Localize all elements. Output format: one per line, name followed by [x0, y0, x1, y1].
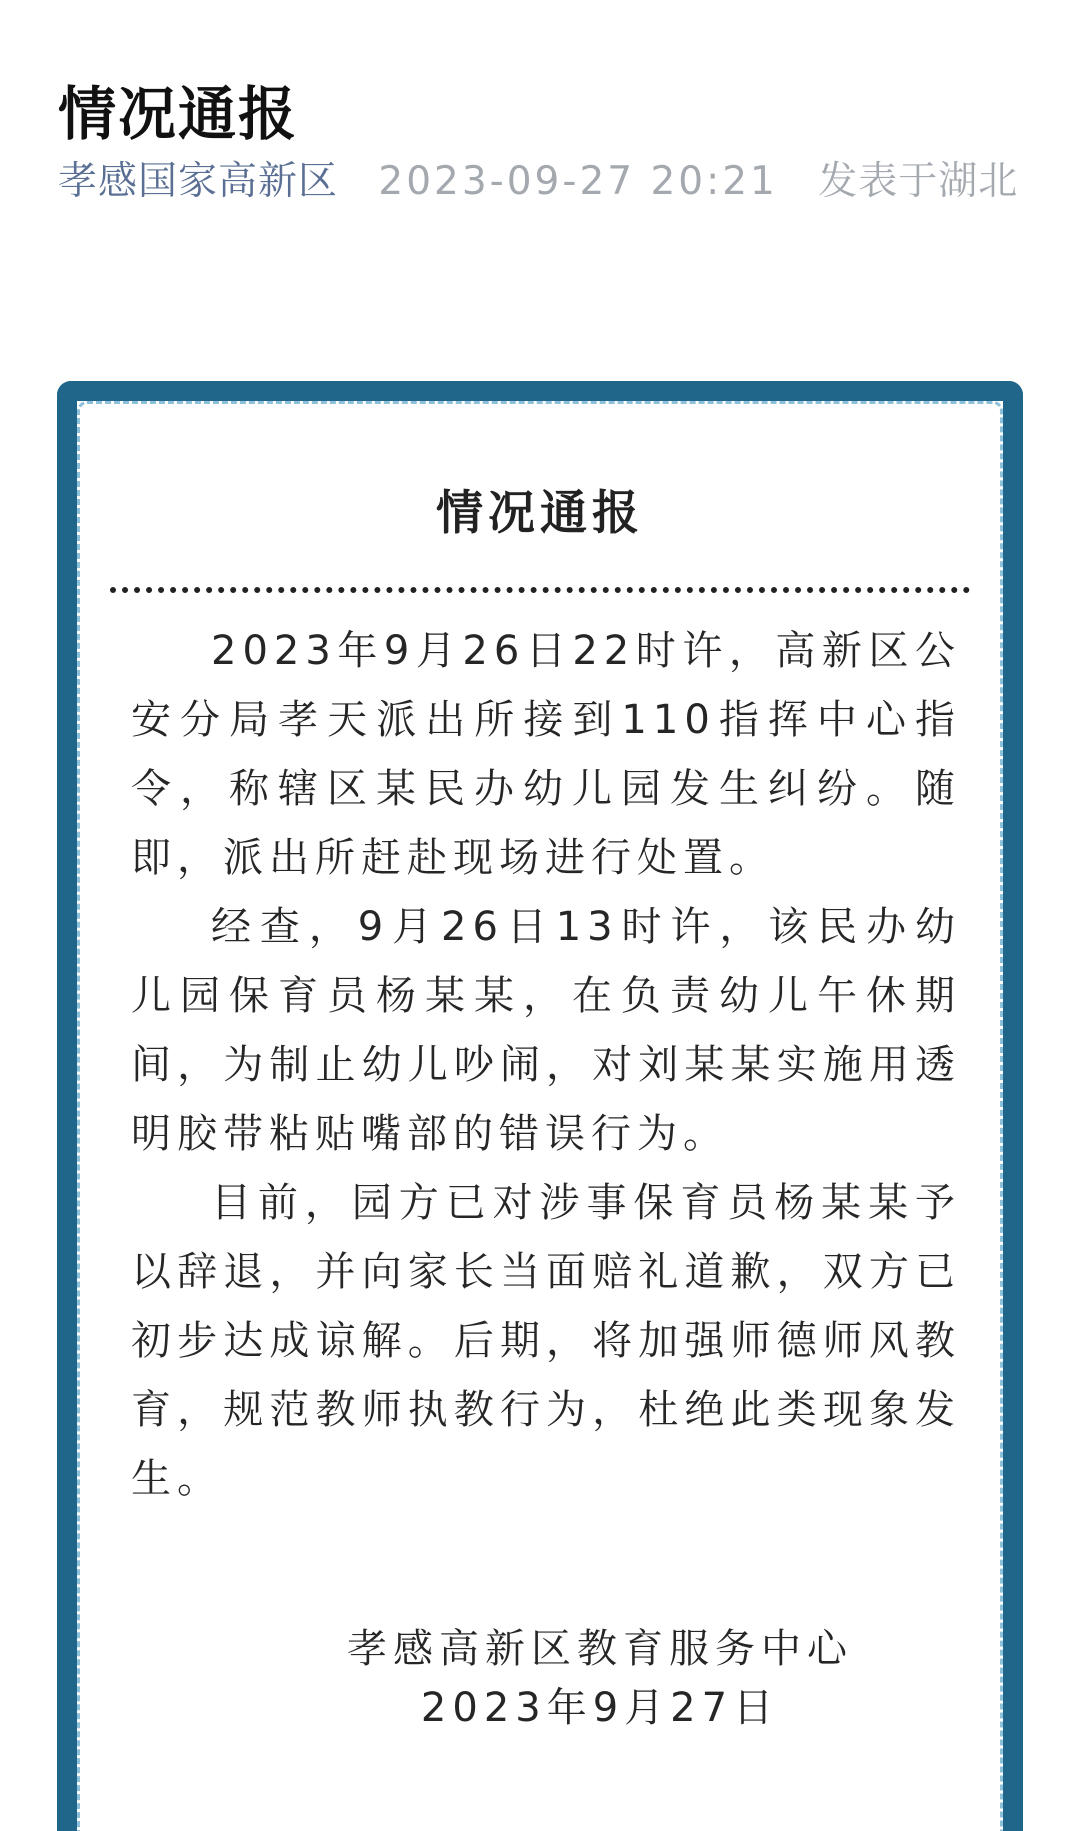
publish-location: 发表于湖北: [818, 159, 1019, 204]
signature-date: 2023年9月27日: [420, 1685, 780, 1731]
publish-datetime: 2023-09-27 20:21: [378, 159, 778, 204]
notice-body: [131, 617, 961, 1514]
notice-paragraph-1: 2023年9月26日22时许，高新区公安分局孝天派出所接到110指挥中心指令，称辖区某民办幼儿园发生纠纷。随即，派出所赶赴现场进行处置。: [131, 628, 961, 881]
article-meta: [58, 150, 1018, 206]
notice-paragraph-3: 目前，园方已对涉事保育员杨某某予以辞退，并向家长当面赔礼道歉，双方已初步达成谅解。后期，将加强师德师风教育，规范教师执教行为，杜绝此类现象发生。: [131, 1180, 961, 1502]
signature-organization: 孝感高新区教育服务中心: [347, 1626, 853, 1672]
notice-title: 情况通报: [436, 486, 644, 541]
notice-image-frame: [57, 381, 1023, 1831]
author-link[interactable]: 孝感国家高新区: [58, 159, 339, 204]
dotted-divider: [110, 587, 970, 593]
article-header: [0, 0, 1080, 360]
notice-signature: [80, 1620, 1000, 1738]
notice-paragraph-2: 经查，9月26日13时许，该民办幼儿园保育员杨某某，在负责幼儿午休期间，为制止幼儿吵闹，对刘某某实施用透明胶带粘贴嘴部的错误行为。: [131, 904, 961, 1157]
article-title: 情况通报: [58, 79, 299, 148]
notice-inner-border: [77, 401, 1003, 1831]
